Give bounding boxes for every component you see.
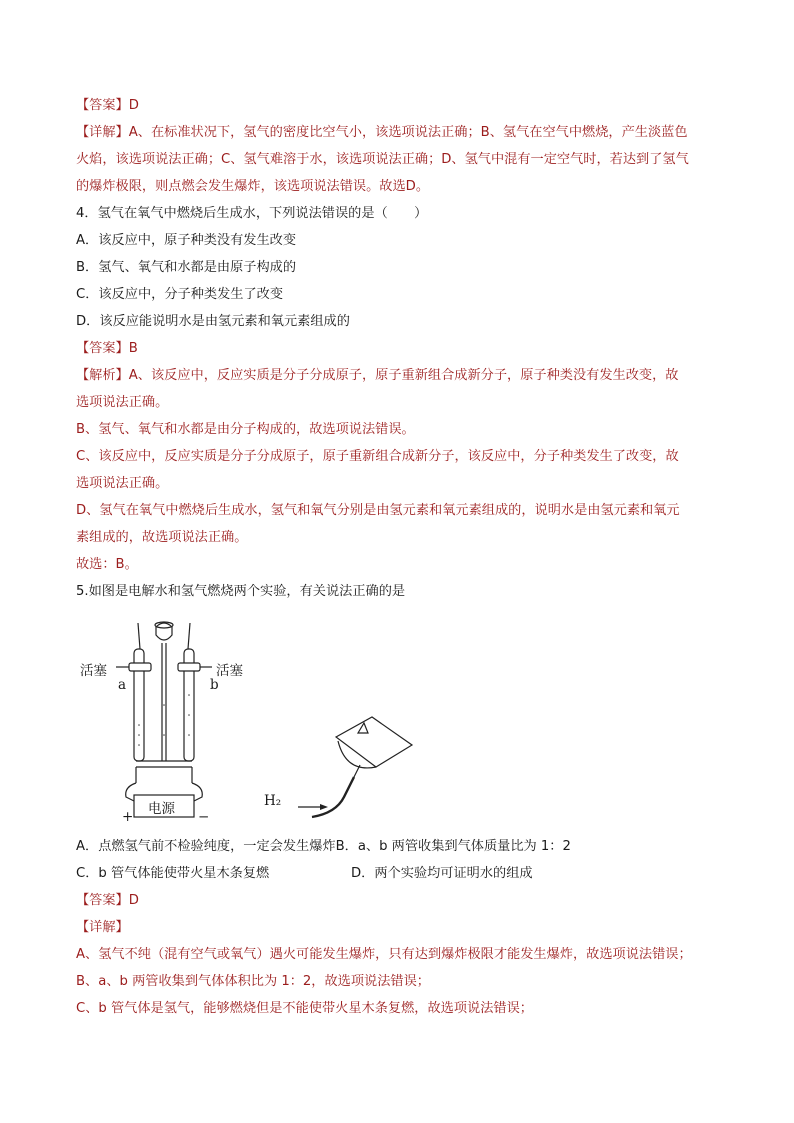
q5-answer <box>76 887 726 914</box>
q5-options-row1 <box>76 833 726 860</box>
q4-analysis-line: B、氢气、氧气和水都是由分子构成的，故选项说法错误。 <box>76 422 415 437</box>
answer-tag: 【答案】 <box>76 341 129 356</box>
q4-analysis-line: 选项说法正确。 <box>76 476 169 491</box>
q4-option-b: B．氢气、氧气和水都是由原子构成的 <box>76 260 297 275</box>
document-page <box>76 92 726 1022</box>
q4-analysis-line: 故选：B。 <box>76 557 138 572</box>
q4-stem: 4．氢气在氧气中燃烧后生成水，下列说法错误的是（ ） <box>76 206 428 221</box>
q4-analysis-line: 素组成的，故选项说法正确。 <box>76 530 248 545</box>
q4-option-a: A．该反应中，原子种类没有发生改变 <box>76 233 297 248</box>
minus-terminal-label: − <box>198 809 210 825</box>
answer-value: D <box>128 98 139 113</box>
plus-terminal-label: + <box>122 809 134 825</box>
q5-stem: 5.如图是电解水和氢气燃烧两个实验，有关说法正确的是 <box>76 584 406 599</box>
q4-analysis-line <box>76 362 726 389</box>
q5-detail-tag: 【详解】 <box>76 920 129 935</box>
q3-detail-line <box>76 119 726 146</box>
q4-answer <box>76 335 726 362</box>
tube-b-label: b <box>210 677 219 693</box>
q4-analysis-line: 选项说法正确。 <box>76 395 169 410</box>
analysis-text: A、该反应中，反应实质是分子分成原子，原子重新组合成新分子，原子种类没有发生改变，故 <box>128 368 679 383</box>
q3-detail-line: 的爆炸极限，则点燃会发生爆炸，该选项说法错误。故选D。 <box>76 179 430 194</box>
q4-analysis-line: D、氢气在氧气中燃烧后生成水，氢气和氧气分别是由氢元素和氧元素组成的，说明水是由氢元素和氧元 <box>76 503 680 518</box>
q5-option-b: B．a、b 两管收集到气体质量比为 1：2 <box>335 839 571 854</box>
q5-option-c: C．b 管气体能使带火星木条复燃 <box>76 866 270 881</box>
answer-tag: 【答案】 <box>76 893 129 908</box>
q4-option-c: C．该反应中，分子种类发生了改变 <box>76 287 284 302</box>
tube-a-label: a <box>118 677 127 693</box>
q5-detail-line: C、b 管气体是氢气，能够燃烧但是不能使带火星木条复燃，故选项说法错误； <box>76 1001 533 1016</box>
answer-value: D <box>128 893 139 908</box>
q4-analysis-line: C、该反应中，反应实质是分子分成原子，原子重新组合成新分子，该反应中，分子种类发生了改变，故 <box>76 449 679 464</box>
detail-text: A、在标准状况下，氢气的密度比空气小，该选项说法正确；B、氢气在空气中燃烧，产生淡蓝色 <box>128 125 688 140</box>
analysis-tag: 【解析】 <box>76 368 129 383</box>
right-valve-label: 活塞 <box>216 663 243 679</box>
hydrogen-gas-label: H₂ <box>264 793 282 809</box>
detail-tag: 【详解】 <box>76 125 129 140</box>
q5-option-d: D．两个实验均可证明水的组成 <box>351 866 533 881</box>
q5-options-row2 <box>76 860 726 887</box>
answer-tag: 【答案】 <box>76 98 129 113</box>
q3-answer <box>76 92 726 119</box>
power-source-label: 电源 <box>148 801 175 817</box>
q3-detail-line: 火焰，该选项说法正确；C、氢气难溶于水，该选项说法正确；D、氢气中混有一定空气时，若达到了氢气 <box>76 152 689 167</box>
q5-detail-line: B、a、b 两管收集到气体体积比为 1：2，故选项说法错误； <box>76 974 430 989</box>
q4-option-d: D．该反应能说明水是由氢元素和氧元素组成的 <box>76 314 350 329</box>
left-valve-label: 活塞 <box>80 663 107 679</box>
answer-value: B <box>128 341 138 356</box>
q5-detail-line: A、氢气不纯（混有空气或氧气）遇火可能发生爆炸，只有达到爆炸极限才能发生爆炸，故选项说法错误； <box>76 947 692 962</box>
experiment-figure <box>76 605 726 833</box>
q5-option-a: A．点燃氢气前不检验纯度，一定会发生爆炸 <box>76 839 336 854</box>
